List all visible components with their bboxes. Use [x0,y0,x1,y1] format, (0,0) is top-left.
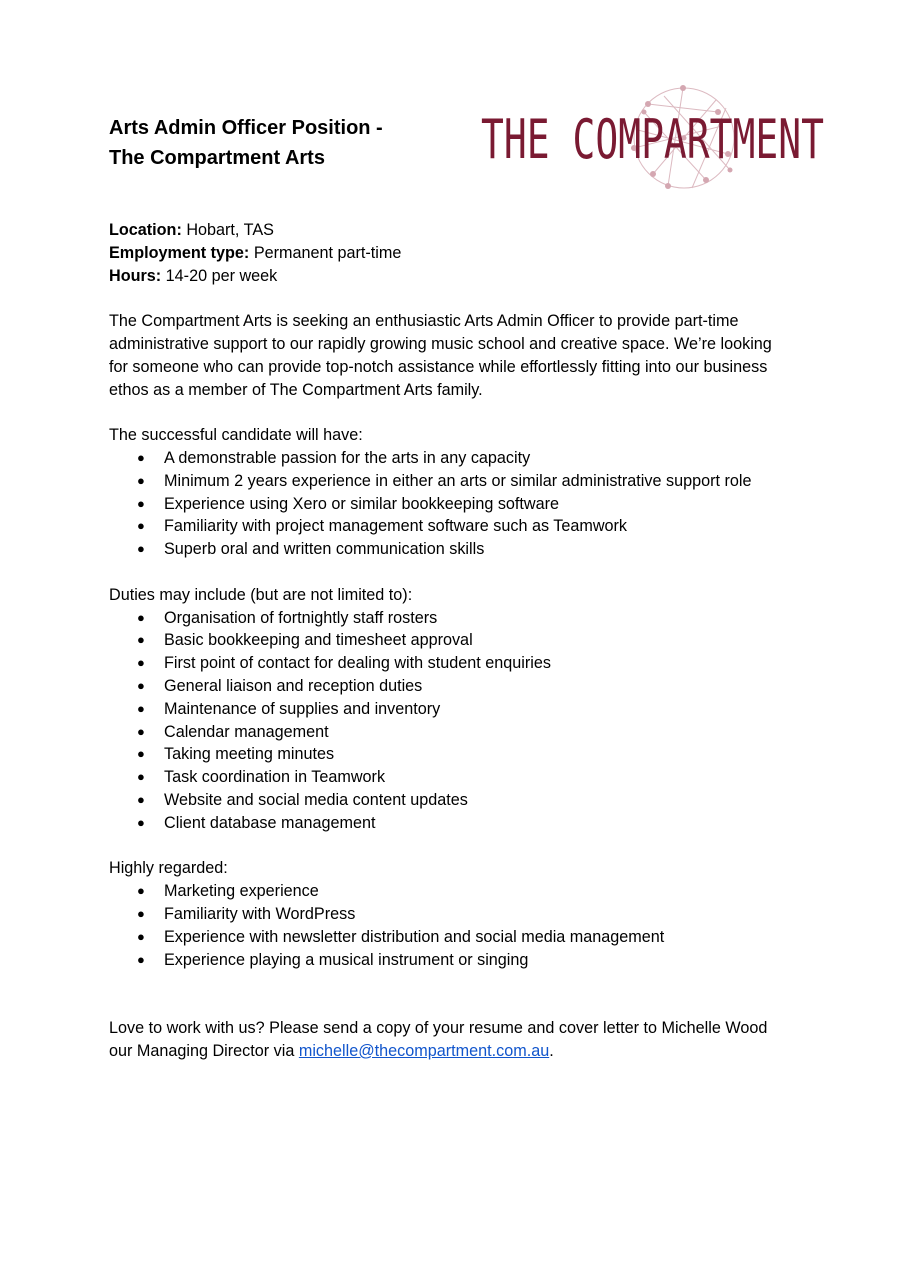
list-item: ● First point of contact for dealing with student enquiries [109,652,809,675]
intro-line: administrative support to our rapidly growing music school and creative space. We’re looking [109,334,772,353]
hours-line: Hours: 14-20 per week [109,266,278,285]
bullet-icon: ● [137,518,145,534]
list-item: ● A demonstrable passion for the arts in any capacity [109,447,809,470]
list-item: ● General liaison and reception duties [109,675,809,698]
list-item: ● Marketing experience [109,880,809,903]
closing-paragraph [109,1017,809,1063]
email-link[interactable]: michelle@thecompartment.com.au [298,1041,550,1060]
intro-line: for someone who can provide top-notch assistance while effortlessly fitting into our business [109,357,768,376]
employment-type-line: Employment type: Permanent part-time [109,243,402,262]
requirements-heading: The successful candidate will have: [109,426,363,445]
bullet-icon: ● [137,723,145,739]
location-line: Location: Hobart, TAS [109,221,274,239]
title-line-2: The Compartment Arts [109,147,325,169]
list-item: ● Experience using Xero or similar bookkeeping software [109,493,809,516]
bullet-icon: ● [137,541,145,557]
closing-line-1: Love to work with us? Please send a copy of your resume and cover letter to Michelle Wood [109,1018,768,1037]
list-item: ● Task coordination in Teamwork [109,766,809,789]
bullet-icon: ● [137,449,145,465]
document-body [109,219,809,1062]
bullet-icon: ● [137,495,145,511]
document-title [109,113,383,173]
intro-line: ethos as a member of The Compartment Arts family. [109,380,483,399]
bullet-icon: ● [137,677,145,693]
bullet-icon: ● [137,928,145,944]
bullet-icon: ● [137,609,145,625]
list-item: ● Calendar management [109,721,809,744]
logo-text: THE COMPARTMENT [481,108,824,171]
bullet-icon: ● [137,655,145,671]
list-item: ● Basic bookkeeping and timesheet approval [109,629,809,652]
bullet-icon: ● [137,472,145,488]
list-item: ● Website and social media content updates [109,789,809,812]
bullet-icon: ● [137,814,145,830]
highly-regarded-list [109,880,809,971]
intro-paragraph [109,310,809,401]
list-item: ● Minimum 2 years experience in either an arts or similar administrative support role [109,470,809,493]
list-item: ● Organisation of fortnightly staff rosters [109,607,809,630]
bullet-icon: ● [137,700,145,716]
intro-line: The Compartment Arts is seeking an enthusiastic Arts Admin Officer to provide part-time [109,312,739,331]
bullet-icon: ● [137,769,145,785]
compartment-logo [478,82,828,196]
bullet-icon: ● [137,632,145,648]
bullet-icon: ● [137,905,145,921]
highly-regarded-heading: Highly regarded: [109,859,228,878]
bullet-icon: ● [137,791,145,807]
list-item: ● Maintenance of supplies and inventory [109,698,809,721]
title-line-1: Arts Admin Officer Position - [109,117,383,139]
list-item: ● Familiarity with WordPress [109,903,809,926]
closing-line-2: our Managing Director via michelle@thecompartment.com.au. [109,1041,554,1060]
list-item: ● Experience playing a musical instrument or singing [109,949,809,972]
duties-heading: Duties may include (but are not limited to): [109,585,413,604]
list-item: ● Experience with newsletter distribution and social media management [109,926,809,949]
list-item: ● Superb oral and written communication skills [109,538,809,561]
requirements-list [109,447,809,561]
list-item: ● Client database management [109,812,809,835]
bullet-icon: ● [137,951,145,967]
list-item: ● Familiarity with project management software such as Teamwork [109,515,809,538]
duties-list [109,607,809,835]
list-item: ● Taking meeting minutes [109,743,809,766]
bullet-icon: ● [137,746,145,762]
bullet-icon: ● [137,883,145,899]
